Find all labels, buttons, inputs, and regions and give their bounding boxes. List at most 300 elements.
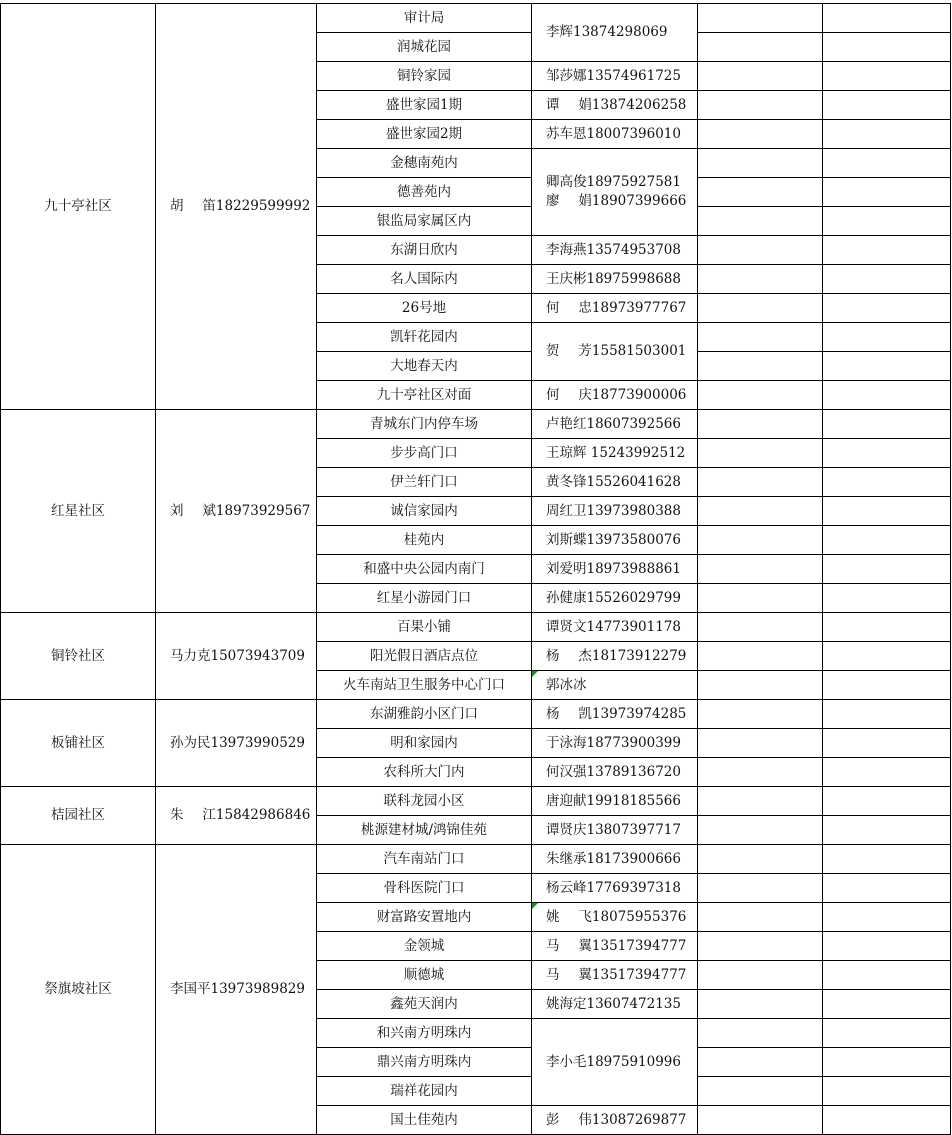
contact-line: [546, 502, 693, 521]
contact-cell: [532, 4, 698, 62]
location-name: 桃源建材城/鸿锦佳苑: [360, 821, 488, 838]
phone-number: 14773901178: [586, 618, 681, 635]
phone-number: 13517394777: [591, 937, 687, 954]
contact-name: 李海燕: [546, 241, 587, 258]
leader-name-given: 江: [202, 807, 216, 823]
contact-cell: [532, 265, 698, 294]
location-name: 九十亭社区对面: [376, 386, 472, 403]
leader-name-surname: 胡: [170, 198, 184, 214]
empty-cell-a: [698, 497, 823, 526]
contact-cell: [532, 62, 698, 91]
leader-name-given: 笛: [202, 198, 216, 214]
contact-name-surname: 廖: [546, 193, 560, 209]
contact-name-surname: 何: [546, 386, 560, 403]
phone-number: 18975910996: [586, 1053, 681, 1070]
phone-number: 13574953708: [586, 241, 681, 258]
contact-cell: [532, 323, 698, 381]
contact-name: 周红卫: [546, 502, 587, 519]
location-cell: [317, 903, 532, 932]
contact-line: [546, 299, 693, 318]
location-name: 百果小铺: [397, 618, 451, 635]
location-name: 金领城: [403, 937, 445, 954]
contact-name: 于泳海: [546, 734, 587, 751]
empty-cell-a: [698, 207, 823, 236]
phone-number: 15073943709: [210, 647, 305, 664]
empty-cell-a: [698, 1019, 823, 1048]
empty-cell-b: [823, 555, 951, 584]
location-name: 东湖雅韵小区门口: [370, 705, 478, 722]
contact-name-surname: 杨: [546, 705, 560, 722]
location-cell: [317, 323, 532, 352]
empty-cell-a: [698, 932, 823, 961]
contact-line: [546, 850, 693, 869]
contact-name: 卿高俊: [546, 174, 587, 190]
contact-line: [546, 342, 693, 361]
contact-line: [546, 173, 693, 192]
contact-name-surname: 马: [546, 937, 560, 954]
contact-name-given: 庆: [578, 386, 592, 403]
contact-name: 刘爱明: [546, 560, 587, 577]
empty-cell-b: [823, 33, 951, 62]
contact-name: 李辉: [546, 24, 573, 40]
empty-cell-a: [698, 1077, 823, 1106]
location-name: 阳光假日酒店点位: [370, 647, 478, 664]
location-name: 德善苑内: [397, 183, 451, 200]
contact-name-surname: 何: [546, 299, 560, 316]
phone-number: 13973980388: [586, 502, 681, 519]
contact-line: [546, 908, 693, 927]
contact-name: 邹莎娜: [546, 67, 587, 84]
empty-cell-a: [698, 62, 823, 91]
empty-cell-b: [823, 4, 951, 33]
location-cell: [317, 294, 532, 323]
empty-cell-a: [698, 671, 823, 700]
phone-number: 13789136720: [586, 763, 681, 780]
contact-name-given: 伟: [578, 1111, 592, 1128]
empty-cell-b: [823, 845, 951, 874]
location-cell: [317, 758, 532, 787]
phone-number: 13574961725: [586, 67, 681, 84]
location-name: 盛世家园2期: [385, 125, 463, 142]
contact-cell: [532, 91, 698, 120]
location-name: 伊兰轩门口: [390, 473, 458, 490]
contact-name: 孙健康: [546, 589, 587, 606]
contact-line: [546, 792, 693, 811]
empty-cell-a: [698, 555, 823, 584]
location-name: 润城花园: [397, 38, 451, 55]
phone-number: 18975998688: [586, 270, 681, 287]
contact-cell: [532, 236, 698, 265]
contact-cell: [532, 555, 698, 584]
table-body: [1, 4, 951, 1135]
empty-cell-a: [698, 352, 823, 381]
community-name-cell: [1, 845, 156, 1135]
empty-cell-b: [823, 787, 951, 816]
table-row: [1, 787, 951, 816]
contact-name-surname: 谭: [546, 96, 560, 113]
contact-line: [546, 560, 693, 579]
community-name-cell: [1, 787, 156, 845]
empty-cell-a: [698, 816, 823, 845]
contact-name-given: 忠: [578, 299, 592, 316]
contact-line: [546, 618, 693, 637]
empty-cell-a: [698, 236, 823, 265]
empty-cell-a: [698, 294, 823, 323]
location-cell: [317, 497, 532, 526]
location-cell: [317, 178, 532, 207]
empty-cell-a: [698, 468, 823, 497]
phone-number: 13973989829: [210, 981, 305, 997]
location-name: 凯轩花园内: [390, 328, 458, 345]
table-row: [1, 700, 951, 729]
contact-cell: [532, 497, 698, 526]
empty-cell-b: [823, 874, 951, 903]
contact-cell: [532, 903, 698, 932]
location-name: 明和家园内: [390, 734, 458, 751]
empty-cell-b: [823, 729, 951, 758]
location-cell: [317, 613, 532, 642]
empty-cell-b: [823, 468, 951, 497]
location-name: 财富路安置地内: [376, 908, 472, 925]
location-name: 金穗南苑内: [390, 154, 458, 171]
contact-cell: [532, 671, 698, 700]
empty-cell-b: [823, 120, 951, 149]
empty-cell-b: [823, 1048, 951, 1077]
phone-number: 13973580076: [586, 531, 681, 548]
contact-name: 郭冰冰: [546, 676, 587, 693]
contact-name: 李小毛: [546, 1053, 587, 1070]
leader-name: 马力克: [170, 647, 211, 664]
phone-number: 19918185566: [586, 792, 681, 809]
location-cell: [317, 1106, 532, 1135]
contact-name: 黄冬锋: [546, 473, 587, 490]
leader-name-given: 斌: [202, 502, 216, 519]
location-name: 26号地: [401, 299, 447, 316]
contact-name-given: 芳: [578, 343, 592, 359]
empty-cell-b: [823, 584, 951, 613]
location-cell: [317, 1019, 532, 1048]
contact-name-given: 翼: [578, 966, 592, 983]
empty-cell-b: [823, 613, 951, 642]
contact-line: [546, 676, 693, 695]
community-leader-cell: [156, 700, 317, 787]
location-cell: [317, 1077, 532, 1106]
empty-cell-b: [823, 381, 951, 410]
contact-name: 苏车恩: [546, 125, 587, 142]
empty-cell-b: [823, 439, 951, 468]
location-cell: [317, 700, 532, 729]
location-name: 盛世家园1期: [385, 96, 463, 113]
community-name-cell: [1, 613, 156, 700]
contact-name: 卢艳红: [546, 415, 587, 432]
empty-cell-b: [823, 236, 951, 265]
location-name: 国土佳苑内: [390, 1111, 458, 1128]
contact-cell: [532, 845, 698, 874]
leader-name: 孙为民: [170, 734, 211, 751]
contact-line: [546, 589, 693, 608]
contact-line: [546, 473, 693, 492]
location-name: 名人国际内: [390, 270, 458, 287]
empty-cell-a: [698, 526, 823, 555]
community-leader-cell: [156, 410, 317, 613]
location-cell: [317, 932, 532, 961]
location-name: 红星小游园门口: [376, 589, 472, 606]
empty-cell-b: [823, 1106, 951, 1135]
contact-line: [546, 995, 693, 1014]
empty-cell-b: [823, 526, 951, 555]
phone-number: 13874206258: [591, 96, 687, 113]
contact-name-given: 翼: [578, 937, 592, 954]
community-leader-cell: [156, 787, 317, 845]
community-leader-cell: [156, 845, 317, 1135]
location-cell: [317, 642, 532, 671]
phone-number: 18973988861: [586, 560, 681, 577]
contact-name: 朱继承: [546, 850, 587, 867]
contact-cell: [532, 526, 698, 555]
phone-number: 15526029799: [586, 589, 681, 606]
location-name: 青城东门内停车场: [370, 415, 478, 432]
contact-cell: [532, 874, 698, 903]
contact-line: [546, 531, 693, 550]
phone-number: 13087269877: [591, 1111, 687, 1128]
contact-line: [546, 192, 693, 211]
contact-cell: [532, 932, 698, 961]
location-name: 鑫苑天润内: [390, 995, 458, 1012]
contact-line: [546, 125, 693, 144]
phone-number: 13973974285: [591, 705, 687, 722]
contact-line: [546, 386, 693, 405]
contact-name-surname: 贺: [546, 343, 560, 359]
empty-cell-a: [698, 903, 823, 932]
empty-cell-b: [823, 178, 951, 207]
contact-name-given: 凯: [578, 705, 592, 722]
empty-cell-a: [698, 265, 823, 294]
contact-cell: [532, 1106, 698, 1135]
location-cell: [317, 729, 532, 758]
empty-cell-b: [823, 352, 951, 381]
location-name: 大地春天内: [390, 357, 458, 374]
phone-number: 18607392566: [586, 415, 681, 432]
empty-cell-a: [698, 381, 823, 410]
empty-cell-b: [823, 990, 951, 1019]
phone-number: 18173912279: [591, 647, 687, 664]
location-name: 瑞祥花园内: [390, 1082, 458, 1099]
phone-number: 15581503001: [591, 343, 687, 359]
phone-number: 13973990529: [210, 734, 305, 751]
contact-cell: [532, 729, 698, 758]
contact-name-surname: 马: [546, 966, 560, 983]
contact-cell: [532, 758, 698, 787]
empty-cell-b: [823, 323, 951, 352]
contact-line: [546, 270, 693, 289]
location-cell: [317, 787, 532, 816]
location-name: 顺德城: [403, 966, 445, 983]
empty-cell-a: [698, 613, 823, 642]
phone-number: 17769397318: [586, 879, 681, 896]
phone-number: 13807397717: [586, 821, 681, 838]
empty-cell-a: [698, 323, 823, 352]
location-name: 火车南站卫生服务中心门口: [343, 676, 505, 693]
empty-cell-b: [823, 700, 951, 729]
contact-cell: [532, 120, 698, 149]
phone-number: 18007396010: [586, 125, 681, 142]
location-cell: [317, 410, 532, 439]
phone-number: 18973977767: [591, 299, 687, 316]
phone-number: 18773900399: [586, 734, 681, 751]
location-name: 桂苑内: [403, 531, 445, 548]
location-cell: [317, 4, 532, 33]
location-name: 骨科医院门口: [383, 879, 465, 896]
empty-cell-b: [823, 758, 951, 787]
location-cell: [317, 236, 532, 265]
location-name: 银监局家属区内: [376, 212, 472, 229]
contact-name: 王琼辉: [546, 444, 587, 461]
community-leader-cell: [156, 613, 317, 700]
location-cell: [317, 62, 532, 91]
table-row: [1, 613, 951, 642]
contact-name-surname: 姚: [546, 908, 560, 925]
empty-cell-b: [823, 961, 951, 990]
location-cell: [317, 91, 532, 120]
contact-line: [546, 1111, 693, 1130]
community-name-cell: [1, 4, 156, 410]
location-name: 鼎兴南方明珠内: [376, 1053, 472, 1070]
community-leader-cell: [156, 4, 317, 410]
empty-cell-a: [698, 1106, 823, 1135]
contact-cell: [532, 439, 698, 468]
location-cell: [317, 439, 532, 468]
contact-cell: [532, 468, 698, 497]
contact-name: 杨云峰: [546, 879, 587, 896]
contact-cell: [532, 584, 698, 613]
empty-cell-b: [823, 642, 951, 671]
contact-line: [546, 879, 693, 898]
empty-cell-a: [698, 4, 823, 33]
phone-number: 18907399666: [591, 193, 687, 209]
community-name: 红星社区: [51, 502, 105, 519]
phone-number: 13874298069: [573, 24, 668, 40]
contact-cell: [532, 816, 698, 845]
contact-cell: [532, 700, 698, 729]
contact-line: [546, 937, 693, 956]
table-row: [1, 845, 951, 874]
location-cell: [317, 961, 532, 990]
contact-cell: [532, 1019, 698, 1106]
empty-cell-a: [698, 33, 823, 62]
location-cell: [317, 671, 532, 700]
empty-cell-a: [698, 787, 823, 816]
location-name: 农科所大门内: [383, 763, 465, 780]
community-name: 铜铃社区: [51, 647, 105, 664]
contact-cell: [532, 294, 698, 323]
contact-cell: [532, 149, 698, 236]
contact-name: 谭贤庆: [546, 821, 587, 838]
contact-name: 姚海定: [546, 995, 587, 1012]
location-cell: [317, 816, 532, 845]
contact-line: [546, 415, 693, 434]
contact-line: [546, 67, 693, 86]
empty-cell-a: [698, 990, 823, 1019]
contact-cell: [532, 961, 698, 990]
location-cell: [317, 845, 532, 874]
contact-line: [546, 444, 693, 463]
leader-name: 李国平: [170, 981, 211, 997]
empty-cell-a: [698, 91, 823, 120]
leader-name-surname: 刘: [170, 502, 184, 519]
location-cell: [317, 555, 532, 584]
location-name: 东湖日欣内: [390, 241, 458, 258]
leader-name-surname: 朱: [170, 807, 184, 823]
phone-number: 18173900666: [586, 850, 681, 867]
location-cell: [317, 990, 532, 1019]
empty-cell-a: [698, 961, 823, 990]
empty-cell-b: [823, 1077, 951, 1106]
location-name: 铜铃家园: [397, 67, 451, 84]
empty-cell-b: [823, 816, 951, 845]
location-name: 和兴南方明珠内: [376, 1024, 472, 1041]
contact-cell: [532, 613, 698, 642]
location-cell: [317, 149, 532, 178]
empty-cell-a: [698, 845, 823, 874]
contact-name-given: 娟: [578, 193, 592, 209]
phone-number: 13517394777: [591, 966, 687, 983]
empty-cell-a: [698, 178, 823, 207]
empty-cell-a: [698, 1048, 823, 1077]
empty-cell-b: [823, 497, 951, 526]
empty-cell-b: [823, 903, 951, 932]
location-cell: [317, 584, 532, 613]
empty-cell-a: [698, 758, 823, 787]
location-cell: [317, 33, 532, 62]
contact-line: [546, 705, 693, 724]
location-name: 诚信家园内: [390, 502, 458, 519]
location-name: 联科龙园小区: [383, 792, 465, 809]
empty-cell-a: [698, 642, 823, 671]
contact-name: 刘斯蝶: [546, 531, 587, 548]
empty-cell-b: [823, 91, 951, 120]
contact-name: 何汉强: [546, 763, 587, 780]
phone-number: 13607472135: [586, 995, 681, 1012]
location-cell: [317, 265, 532, 294]
location-name: 步步高门口: [390, 444, 458, 461]
location-cell: [317, 1048, 532, 1077]
contact-line: [546, 647, 693, 666]
contact-line: [546, 821, 693, 840]
community-name: 桔园社区: [51, 807, 105, 823]
community-name-cell: [1, 700, 156, 787]
empty-cell-a: [698, 410, 823, 439]
phone-number: 18973929567: [215, 502, 311, 519]
empty-cell-a: [698, 149, 823, 178]
location-cell: [317, 352, 532, 381]
contact-line: [546, 241, 693, 260]
location-cell: [317, 381, 532, 410]
location-name: 审计局: [403, 9, 445, 26]
contact-line: [546, 966, 693, 985]
location-name: 汽车南站门口: [383, 850, 465, 867]
phone-number: 18975927581: [586, 174, 681, 190]
empty-cell-a: [698, 729, 823, 758]
empty-cell-b: [823, 410, 951, 439]
empty-cell-b: [823, 294, 951, 323]
empty-cell-b: [823, 1019, 951, 1048]
empty-cell-a: [698, 439, 823, 468]
phone-number: 18075955376: [591, 908, 687, 925]
empty-cell-b: [823, 62, 951, 91]
community-name: 祭旗坡社区: [44, 981, 112, 997]
contact-name-given: 娟: [578, 96, 592, 113]
phone-number: 15526041628: [586, 473, 681, 490]
